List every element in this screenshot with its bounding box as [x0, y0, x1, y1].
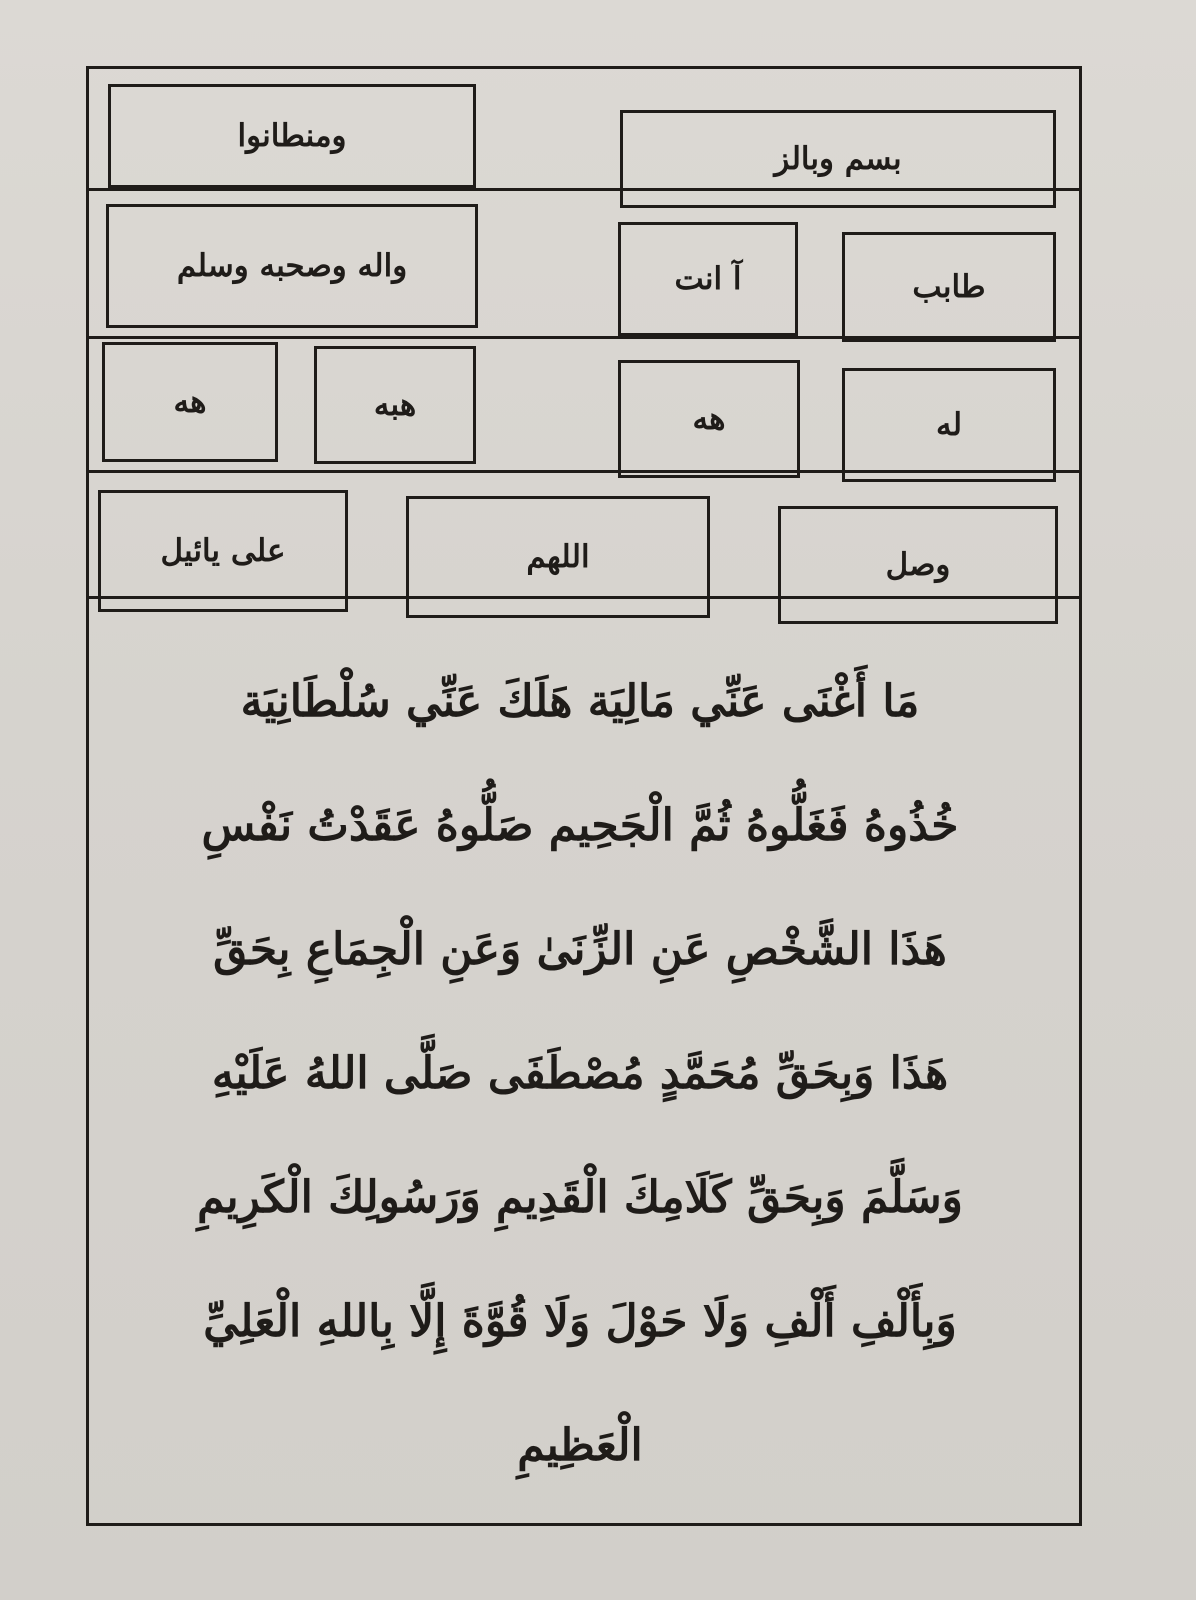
verse-line: مَا أَغْنَى عَنِّي مَالِيَة هَلَكَ عَنِّي سُلْطَانِيَة	[240, 676, 920, 727]
cell-text: هه	[173, 384, 207, 420]
cell-text: هبه	[373, 387, 417, 423]
table-cell	[842, 368, 1056, 482]
table-cell	[620, 110, 1056, 208]
cell-text: اللهم	[526, 539, 590, 575]
table-cell	[102, 342, 278, 462]
cell-text: ومنطانوا	[237, 118, 347, 154]
table-cell	[108, 84, 476, 188]
verse-line: هَذَا الشَّخْصِ عَنِ الزِّنَىٰ وَعَنِ الْجِمَاعِ بِحَقِّ	[213, 924, 947, 975]
cell-text: آ انت	[674, 261, 742, 297]
verse-text-block	[100, 640, 1060, 1508]
verse-line: الْعَظِيمِ	[517, 1420, 643, 1471]
table-cell	[98, 490, 348, 612]
table-cell	[778, 506, 1058, 624]
table-cell	[618, 222, 798, 336]
cell-text: وصل	[885, 547, 951, 583]
table-cell	[106, 204, 478, 328]
table-cell	[842, 232, 1056, 342]
cell-text: على يائيل	[160, 533, 286, 569]
verse-line: هَذَا وَبِحَقِّ مُحَمَّدٍ مُصْطَفَى صَلَّى اللهُ عَلَيْهِ	[211, 1048, 949, 1099]
verse-line: خُذُوهُ فَغَلُّوهُ ثُمَّ الْجَحِيم صَلُّوهُ عَقَدْتُ نَفْسِ	[201, 800, 959, 851]
cell-text: هه	[692, 401, 726, 437]
verse-line: وَبِأَلْفِ أَلْفِ وَلَا حَوْلَ وَلَا قُوَّةَ إِلَّا بِاللهِ الْعَلِيِّ	[203, 1296, 957, 1347]
verse-line: وَسَلَّمَ وَبِحَقِّ كَلَامِكَ الْقَدِيمِ وَرَسُولِكَ الْكَرِيمِ	[197, 1172, 963, 1223]
table-cell	[618, 360, 800, 478]
cell-text: طابب	[912, 269, 986, 305]
cell-text: له	[935, 407, 963, 443]
cell-text: بسم وبالز	[774, 141, 902, 177]
cell-text: واله وصحبه وسلم	[176, 248, 408, 284]
table-cell	[406, 496, 710, 618]
table-cell	[314, 346, 476, 464]
